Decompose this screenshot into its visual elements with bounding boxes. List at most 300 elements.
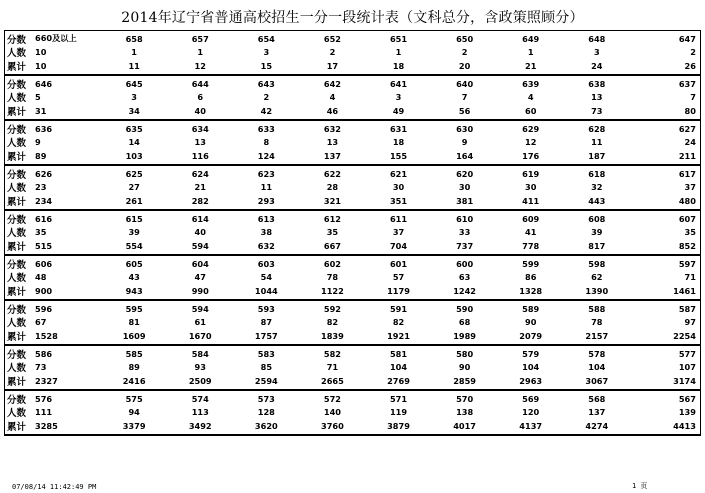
count-cell: 89 [128, 362, 140, 373]
score-cell: 660及以上 [35, 33, 77, 44]
cumulative-label: 累计 [7, 376, 27, 388]
cumulative-cell: 515 [35, 240, 53, 251]
count-cell: 139 [678, 407, 696, 418]
count-cell: 28 [326, 182, 339, 193]
cumulative-cell: 817 [588, 240, 606, 251]
score-cell: 631 [389, 123, 408, 134]
score-label: 分数 [7, 124, 27, 136]
score-row [5, 77, 700, 91]
count-cell: 94 [128, 407, 140, 418]
cumulative-cell: 4137 [519, 420, 543, 431]
score-row [5, 32, 700, 46]
count-cell: 61 [194, 317, 206, 328]
cumulative-cell: 164 [456, 150, 474, 161]
cumulative-cell: 667 [323, 240, 341, 251]
cumulative-cell: 261 [125, 195, 143, 206]
cumulative-cell: 1528 [35, 330, 58, 341]
count-row [5, 136, 700, 150]
score-cell: 650 [456, 33, 474, 44]
count-label: 人数 [7, 363, 27, 375]
count-cell: 63 [458, 272, 471, 283]
cumulative-cell: 632 [257, 240, 275, 251]
cumulative-cell: 3067 [585, 375, 609, 386]
cumulative-cell: 1242 [453, 285, 476, 296]
table-block [5, 256, 700, 301]
score-cell: 629 [522, 123, 540, 134]
cumulative-label: 累计 [7, 61, 27, 73]
count-cell: 78 [326, 272, 339, 283]
count-cell: 6 [197, 92, 204, 103]
score-cell: 623 [257, 168, 275, 179]
count-cell: 35 [35, 227, 47, 238]
count-cell: 138 [456, 407, 474, 418]
cumulative-cell: 15 [260, 60, 273, 71]
count-cell: 1 [395, 47, 402, 58]
score-cell: 644 [191, 78, 209, 89]
score-cell: 570 [456, 393, 474, 404]
count-cell: 2 [263, 92, 270, 103]
score-cell: 589 [522, 303, 540, 314]
count-label: 人数 [7, 228, 27, 240]
score-cell: 647 [678, 33, 696, 44]
cumulative-cell: 31 [35, 105, 47, 116]
cumulative-cell: 1328 [519, 285, 543, 296]
cumulative-cell: 56 [458, 105, 471, 116]
cumulative-cell: 321 [323, 195, 341, 206]
score-cell: 616 [35, 213, 53, 224]
count-cell: 4 [329, 92, 336, 103]
count-cell: 71 [326, 362, 339, 373]
count-row [5, 316, 700, 330]
count-cell: 68 [458, 317, 471, 328]
count-cell: 35 [684, 227, 696, 238]
cumulative-cell: 21 [525, 60, 537, 71]
cumulative-label: 累计 [7, 286, 27, 298]
score-cell: 567 [678, 393, 696, 404]
count-cell: 107 [678, 362, 696, 373]
score-cell: 584 [191, 348, 209, 359]
count-cell: 86 [525, 272, 537, 283]
cumulative-cell: 137 [323, 150, 341, 161]
count-cell: 140 [323, 407, 341, 418]
count-cell: 41 [525, 227, 537, 238]
score-table [4, 30, 701, 436]
cumulative-cell: 1390 [585, 285, 609, 296]
score-cell: 569 [522, 393, 540, 404]
cumulative-cell: 116 [191, 150, 209, 161]
cumulative-cell: 351 [389, 195, 408, 206]
count-cell: 33 [458, 227, 471, 238]
cumulative-cell: 3879 [387, 420, 410, 431]
score-cell: 654 [257, 33, 275, 44]
cumulative-cell: 1670 [188, 330, 212, 341]
score-cell: 615 [125, 213, 143, 224]
score-label: 分数 [7, 34, 27, 46]
table-block [5, 166, 700, 211]
cumulative-cell: 34 [128, 105, 140, 116]
count-cell: 67 [35, 317, 47, 328]
score-cell: 576 [35, 393, 53, 404]
count-cell: 9 [461, 137, 468, 148]
score-cell: 608 [588, 213, 606, 224]
page-title: 2014年辽宁省普通高校招生一分一段统计表（文科总分，含政策照顾分） [121, 10, 584, 26]
cumulative-cell: 411 [522, 195, 540, 206]
score-cell: 594 [191, 303, 209, 314]
cumulative-cell: 900 [35, 285, 53, 296]
cumulative-row [5, 104, 700, 118]
count-cell: 62 [591, 272, 603, 283]
score-cell: 610 [456, 213, 474, 224]
score-cell: 643 [257, 78, 275, 89]
score-cell: 657 [191, 33, 209, 44]
count-cell: 14 [128, 137, 140, 148]
count-cell: 82 [392, 317, 405, 328]
score-cell: 618 [588, 168, 606, 179]
count-cell: 2 [329, 47, 336, 58]
score-cell: 627 [678, 123, 696, 134]
count-cell: 3 [263, 47, 270, 58]
count-cell: 39 [591, 227, 603, 238]
count-row [5, 361, 700, 375]
cumulative-cell: 60 [525, 105, 537, 116]
cumulative-label: 累计 [7, 421, 27, 433]
count-cell: 82 [326, 317, 339, 328]
count-cell: 104 [522, 362, 540, 373]
score-cell: 575 [125, 393, 143, 404]
count-cell: 2 [690, 47, 696, 58]
cumulative-cell: 2859 [453, 375, 476, 386]
cumulative-cell: 24 [591, 60, 603, 71]
score-label: 分数 [7, 259, 27, 271]
cumulative-cell: 1122 [321, 285, 344, 296]
cumulative-row [5, 194, 700, 208]
cumulative-cell: 20 [458, 60, 471, 71]
score-cell: 582 [323, 348, 341, 359]
cumulative-row [5, 284, 700, 298]
score-cell: 595 [125, 303, 143, 314]
count-cell: 13 [326, 137, 339, 148]
cumulative-cell: 73 [591, 105, 603, 116]
cumulative-cell: 443 [588, 195, 606, 206]
cumulative-cell: 2509 [188, 375, 212, 386]
cumulative-cell: 1989 [453, 330, 476, 341]
count-cell: 32 [591, 182, 603, 193]
count-cell: 71 [684, 272, 696, 283]
count-label: 人数 [7, 93, 27, 105]
cumulative-cell: 187 [588, 150, 606, 161]
cumulative-cell: 124 [257, 150, 275, 161]
count-cell: 30 [525, 182, 537, 193]
count-cell: 3 [593, 47, 600, 58]
count-cell: 1 [197, 47, 204, 58]
cumulative-cell: 4017 [453, 420, 476, 431]
score-row [5, 347, 700, 361]
score-cell: 590 [456, 303, 474, 314]
score-cell: 637 [678, 78, 696, 89]
count-cell: 47 [194, 272, 206, 283]
cumulative-label: 累计 [7, 196, 27, 208]
cumulative-label: 累计 [7, 241, 27, 253]
count-cell: 21 [194, 182, 206, 193]
count-cell: 93 [194, 362, 206, 373]
cumulative-cell: 3174 [673, 375, 696, 386]
score-row [5, 302, 700, 316]
cumulative-cell: 1044 [254, 285, 278, 296]
count-label: 人数 [7, 318, 27, 330]
count-label: 人数 [7, 273, 27, 285]
count-cell: 23 [35, 182, 47, 193]
score-cell: 613 [257, 213, 275, 224]
count-cell: 10 [35, 47, 47, 58]
cumulative-row [5, 149, 700, 163]
count-cell: 78 [591, 317, 603, 328]
count-cell: 9 [35, 137, 41, 148]
count-cell: 11 [260, 182, 273, 193]
score-cell: 605 [125, 258, 143, 269]
count-cell: 5 [35, 92, 41, 103]
cumulative-cell: 282 [191, 195, 209, 206]
score-label: 分数 [7, 169, 27, 181]
count-cell: 27 [128, 182, 140, 193]
score-cell: 634 [191, 123, 209, 134]
table-block [5, 76, 700, 121]
score-cell: 604 [191, 258, 209, 269]
score-row [5, 167, 700, 181]
count-cell: 3 [131, 92, 137, 103]
count-cell: 8 [263, 137, 270, 148]
score-cell: 580 [456, 348, 474, 359]
cumulative-cell: 737 [456, 240, 474, 251]
cumulative-row [5, 59, 700, 73]
score-cell: 621 [389, 168, 408, 179]
count-cell: 7 [690, 92, 696, 103]
cumulative-cell: 11 [128, 60, 140, 71]
count-cell: 120 [522, 407, 540, 418]
score-cell: 626 [35, 168, 53, 179]
cumulative-cell: 704 [389, 240, 408, 251]
score-cell: 624 [191, 168, 209, 179]
score-cell: 617 [678, 168, 696, 179]
cumulative-cell: 3620 [254, 420, 278, 431]
count-cell: 7 [461, 92, 468, 103]
cumulative-label: 累计 [7, 106, 27, 118]
table-block [5, 211, 700, 256]
table-block [5, 121, 700, 166]
cumulative-cell: 943 [125, 285, 143, 296]
cumulative-row [5, 419, 700, 433]
count-cell: 3 [395, 92, 402, 103]
print-timestamp: 07/08/14 11:42:49 PM [12, 483, 97, 491]
cumulative-row [5, 374, 700, 388]
cumulative-cell: 852 [678, 240, 696, 251]
count-row [5, 406, 700, 420]
cumulative-cell: 176 [522, 150, 540, 161]
cumulative-cell: 4274 [585, 420, 609, 431]
score-cell: 633 [257, 123, 275, 134]
cumulative-label: 累计 [7, 331, 27, 343]
cumulative-cell: 594 [191, 240, 209, 251]
count-cell: 54 [260, 272, 273, 283]
cumulative-cell: 42 [260, 105, 273, 116]
score-cell: 612 [323, 213, 341, 224]
score-cell: 636 [35, 123, 53, 134]
cumulative-cell: 3379 [122, 420, 146, 431]
count-cell: 13 [194, 137, 206, 148]
cumulative-cell: 1757 [254, 330, 278, 341]
score-cell: 596 [35, 303, 53, 314]
cumulative-cell: 2327 [35, 375, 58, 386]
count-cell: 4 [527, 92, 534, 103]
count-cell: 43 [128, 272, 140, 283]
score-cell: 578 [588, 348, 606, 359]
score-cell: 638 [588, 78, 606, 89]
cumulative-cell: 293 [257, 195, 275, 206]
score-cell: 571 [389, 393, 408, 404]
score-cell: 642 [323, 78, 341, 89]
score-cell: 651 [389, 33, 408, 44]
score-cell: 640 [456, 78, 474, 89]
score-cell: 572 [323, 393, 341, 404]
cumulative-cell: 2665 [321, 375, 344, 386]
table-block [5, 31, 700, 76]
count-cell: 90 [458, 362, 471, 373]
count-row [5, 91, 700, 105]
cumulative-cell: 17 [326, 60, 339, 71]
score-cell: 607 [678, 213, 696, 224]
count-cell: 38 [260, 227, 273, 238]
cumulative-cell: 2157 [585, 330, 609, 341]
score-cell: 585 [125, 348, 143, 359]
count-row [5, 46, 700, 60]
score-cell: 622 [323, 168, 341, 179]
cumulative-row [5, 239, 700, 253]
cumulative-cell: 12 [194, 60, 206, 71]
score-cell: 593 [257, 303, 275, 314]
count-cell: 18 [392, 137, 405, 148]
score-cell: 658 [125, 33, 143, 44]
count-cell: 104 [588, 362, 606, 373]
score-label: 分数 [7, 394, 27, 406]
page-number: 1 页 [632, 482, 648, 490]
count-cell: 30 [458, 182, 471, 193]
cumulative-cell: 2254 [673, 330, 696, 341]
cumulative-cell: 234 [35, 195, 53, 206]
score-cell: 625 [125, 168, 143, 179]
cumulative-cell: 40 [194, 105, 206, 116]
cumulative-cell: 381 [456, 195, 474, 206]
count-cell: 13 [591, 92, 603, 103]
score-cell: 606 [35, 258, 53, 269]
score-cell: 574 [191, 393, 209, 404]
score-cell: 652 [323, 33, 341, 44]
score-cell: 641 [389, 78, 408, 89]
cumulative-cell: 46 [326, 105, 339, 116]
cumulative-cell: 1839 [321, 330, 344, 341]
count-cell: 137 [588, 407, 606, 418]
score-cell: 609 [522, 213, 540, 224]
count-cell: 37 [684, 182, 696, 193]
table-block [5, 346, 700, 391]
count-cell: 111 [35, 407, 53, 418]
score-cell: 649 [522, 33, 540, 44]
count-cell: 39 [128, 227, 140, 238]
score-cell: 648 [588, 33, 606, 44]
count-cell: 24 [684, 137, 696, 148]
count-cell: 48 [35, 272, 47, 283]
score-label: 分数 [7, 349, 27, 361]
count-label: 人数 [7, 138, 27, 150]
cumulative-cell: 2079 [519, 330, 543, 341]
cumulative-cell: 554 [125, 240, 143, 251]
count-cell: 11 [591, 137, 603, 148]
count-cell: 1 [131, 47, 137, 58]
score-cell: 620 [456, 168, 474, 179]
count-cell: 113 [191, 407, 209, 418]
score-cell: 619 [522, 168, 540, 179]
count-cell: 40 [194, 227, 206, 238]
score-cell: 597 [678, 258, 696, 269]
table-block [5, 391, 700, 436]
score-cell: 614 [191, 213, 209, 224]
count-cell: 97 [684, 317, 696, 328]
score-row [5, 257, 700, 271]
score-cell: 611 [389, 213, 408, 224]
cumulative-cell: 103 [125, 150, 143, 161]
count-label: 人数 [7, 408, 27, 420]
score-cell: 639 [522, 78, 540, 89]
score-cell: 599 [522, 258, 540, 269]
score-row [5, 212, 700, 226]
score-cell: 579 [522, 348, 540, 359]
score-row [5, 122, 700, 136]
cumulative-cell: 1179 [387, 285, 410, 296]
count-row [5, 226, 700, 240]
score-cell: 591 [389, 303, 408, 314]
cumulative-cell: 1461 [673, 285, 696, 296]
cumulative-cell: 2416 [122, 375, 146, 386]
score-cell: 568 [588, 393, 606, 404]
score-cell: 603 [257, 258, 275, 269]
cumulative-cell: 3492 [188, 420, 212, 431]
score-cell: 577 [678, 348, 696, 359]
score-label: 分数 [7, 214, 27, 226]
cumulative-cell: 1921 [387, 330, 410, 341]
score-cell: 598 [588, 258, 606, 269]
score-cell: 601 [389, 258, 408, 269]
table-block [5, 301, 700, 346]
score-cell: 573 [257, 393, 275, 404]
cumulative-cell: 80 [684, 105, 696, 116]
cumulative-cell: 155 [389, 150, 408, 161]
count-cell: 30 [392, 182, 405, 193]
count-label: 人数 [7, 183, 27, 195]
score-cell: 583 [257, 348, 275, 359]
cumulative-cell: 480 [678, 195, 696, 206]
count-cell: 81 [128, 317, 140, 328]
score-cell: 600 [456, 258, 474, 269]
count-cell: 90 [525, 317, 537, 328]
cumulative-cell: 3285 [35, 420, 58, 431]
cumulative-label: 累计 [7, 151, 27, 163]
count-row [5, 181, 700, 195]
cumulative-cell: 211 [678, 150, 696, 161]
cumulative-cell: 2963 [519, 375, 543, 386]
cumulative-cell: 18 [392, 60, 405, 71]
score-cell: 635 [125, 123, 143, 134]
cumulative-cell: 10 [35, 60, 47, 71]
score-cell: 645 [125, 78, 143, 89]
score-cell: 581 [389, 348, 408, 359]
